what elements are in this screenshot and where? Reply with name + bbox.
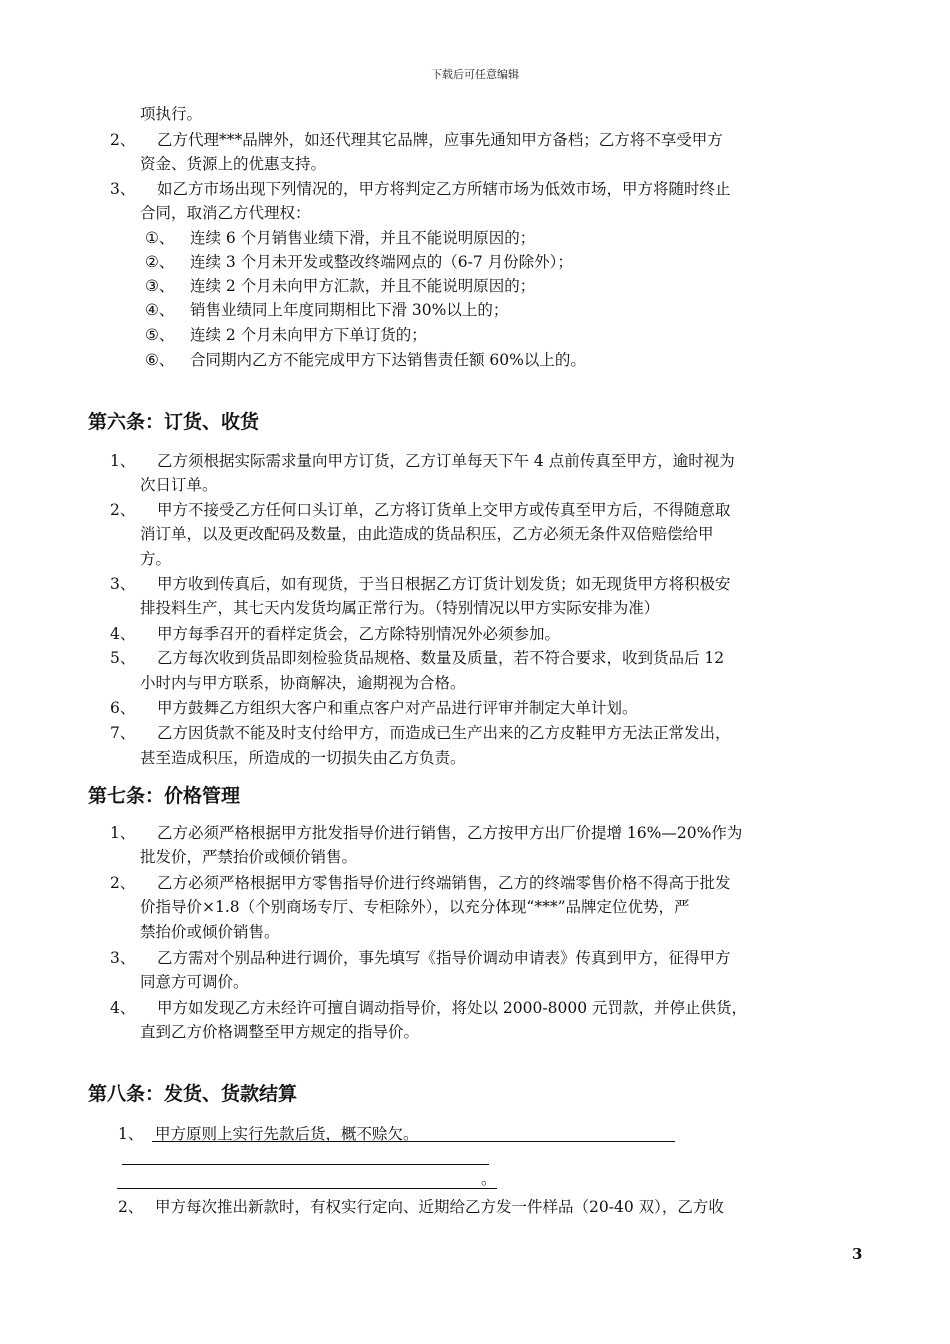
- clause-line: 次日订单。: [140, 476, 218, 494]
- section-heading: 第八条：发货、货款结算: [88, 1083, 298, 1105]
- item-number: 2、: [110, 874, 136, 892]
- clause-line: 小时内与甲方联系，协商解决，逾期视为合格。: [140, 674, 466, 692]
- clause-line: 乙方必须严格根据甲方批发指导价进行销售，乙方按甲方出厂价提增 16%—20%作为: [157, 824, 743, 842]
- fill-period: 。: [481, 1170, 497, 1188]
- item-number: 2、: [118, 1198, 144, 1216]
- subitem-mark: ④、: [145, 301, 175, 319]
- item-number: 3、: [110, 575, 136, 593]
- clause-line: 乙方必须严格根据甲方零售指导价进行终端销售，乙方的终端零售价格不得高于批发: [157, 874, 731, 892]
- item-number: 1、: [110, 824, 136, 842]
- clause-line: 乙方因货款不能及时支付给甲方，而造成已生产出来的乙方皮鞋甲方无法正常发出，: [157, 724, 731, 742]
- item-number: 6、: [110, 699, 136, 717]
- clause-line: 甲方每次推出新款时，有权实行定向、近期给乙方发一件样品（20-40 双），乙方收: [155, 1198, 724, 1216]
- item-number: 3、: [110, 949, 136, 967]
- item-number: 5、: [110, 649, 136, 667]
- subitem-text: 合同期内乙方不能完成甲方下达销售责任额 60%以上的。: [190, 351, 586, 369]
- item-number: 3、: [110, 180, 136, 198]
- subitem-mark: ⑥、: [145, 351, 175, 369]
- subitem-mark: ③、: [145, 277, 175, 295]
- page-number: 3: [852, 1245, 863, 1263]
- clause-line: 如乙方市场出现下列情况的，甲方将判定乙方所辖市场为低效市场，甲方将随时终止: [157, 180, 731, 198]
- item-number: 2、: [110, 131, 136, 149]
- clause-line: 消订单，以及更改配码及数量，由此造成的货品积压，乙方必须无条件双倍赔偿给甲: [140, 525, 714, 543]
- clause-line: 禁抬价或倾价销售。: [140, 923, 280, 941]
- clause-line: 甲方原则上实行先款后货，概不赊欠。: [155, 1125, 419, 1143]
- page-header: 下载后可任意编辑: [431, 68, 519, 81]
- clause-line: 排投料生产，其七天内发货均属正常行为。（特别情况以甲方实际安排为准）: [140, 599, 660, 617]
- clause-line: 甲方每季召开的看样定货会，乙方除特别情况外必须参加。: [157, 625, 561, 643]
- clause-line: 方。: [140, 550, 172, 568]
- clause-line: 乙方须根据实际需求量向甲方订货，乙方订单每天下午 4 点前传真至甲方，逾时视为: [157, 452, 735, 470]
- item-number: 2、: [110, 501, 136, 519]
- blank-fill-line: [117, 1188, 497, 1189]
- subitem-text: 连续 6 个月销售业绩下滑，并且不能说明原因的；: [190, 229, 536, 247]
- section-heading: 第六条：订货、收货: [88, 411, 260, 433]
- clause-line: 甲方鼓舞乙方组织大客户和重点客户对产品进行评审并制定大单计划。: [157, 699, 638, 717]
- continuation-text: 项执行。: [140, 105, 203, 123]
- clause-line: 合同，取消乙方代理权：: [140, 204, 311, 222]
- clause-line: 乙方每次收到货品即刻检验货品规格、数量及质量，若不符合要求，收到货品后 12: [157, 649, 725, 667]
- section-heading: 第七条：价格管理: [88, 785, 241, 807]
- subitem-text: 连续 2 个月未向甲方汇款，并且不能说明原因的；: [190, 277, 536, 295]
- subitem-text: 连续 2 个月未向甲方下单订货的；: [190, 326, 427, 344]
- item-number: 1、: [118, 1125, 144, 1143]
- clause-line: 价指导价×1.8（个别商场专厅、专柜除外），以充分体现“***”品牌定位优势，严: [140, 898, 690, 916]
- clause-line: 乙方代理***品牌外，如还代理其它品牌，应事先通知甲方备档；乙方将不享受甲方: [157, 131, 723, 149]
- clause-line: 直到乙方价格调整至甲方规定的指导价。: [140, 1023, 420, 1041]
- item-number: 4、: [110, 999, 136, 1017]
- subitem-mark: ②、: [145, 253, 175, 271]
- subitem-text: 连续 3 个月未开发或整改终端网点的（6-7 月份除外）；: [190, 253, 573, 271]
- clause-line: 甲方如发现乙方未经许可擅自调动指导价，将处以 2000-8000 元罚款，并停止供货，: [157, 999, 747, 1017]
- clause-line: 资金、货源上的优惠支持。: [140, 155, 327, 173]
- clause-line: 乙方需对个别品种进行调价，事先填写《指导价调动申请表》传真到甲方，征得甲方: [157, 949, 731, 967]
- blank-fill-line: [122, 1164, 489, 1165]
- clause-line: 甚至造成积压，所造成的一切损失由乙方负责。: [140, 749, 466, 767]
- clause-line: 同意方可调价。: [140, 973, 249, 991]
- item-number: 1、: [110, 452, 136, 470]
- clause-line: 甲方不接受乙方任何口头订单，乙方将订货单上交甲方或传真至甲方后，不得随意取: [157, 501, 731, 519]
- subitem-mark: ⑤、: [145, 326, 175, 344]
- clause-line: 甲方收到传真后，如有现货，于当日根据乙方订货计划发货；如无现货甲方将积极安: [157, 575, 731, 593]
- underline-rule: [152, 1141, 675, 1142]
- item-number: 4、: [110, 625, 136, 643]
- subitem-text: 销售业绩同上年度同期相比下滑 30%以上的；: [190, 301, 509, 319]
- subitem-mark: ①、: [145, 229, 175, 247]
- item-number: 7、: [110, 724, 136, 742]
- clause-line: 批发价，严禁抬价或倾价销售。: [140, 848, 358, 866]
